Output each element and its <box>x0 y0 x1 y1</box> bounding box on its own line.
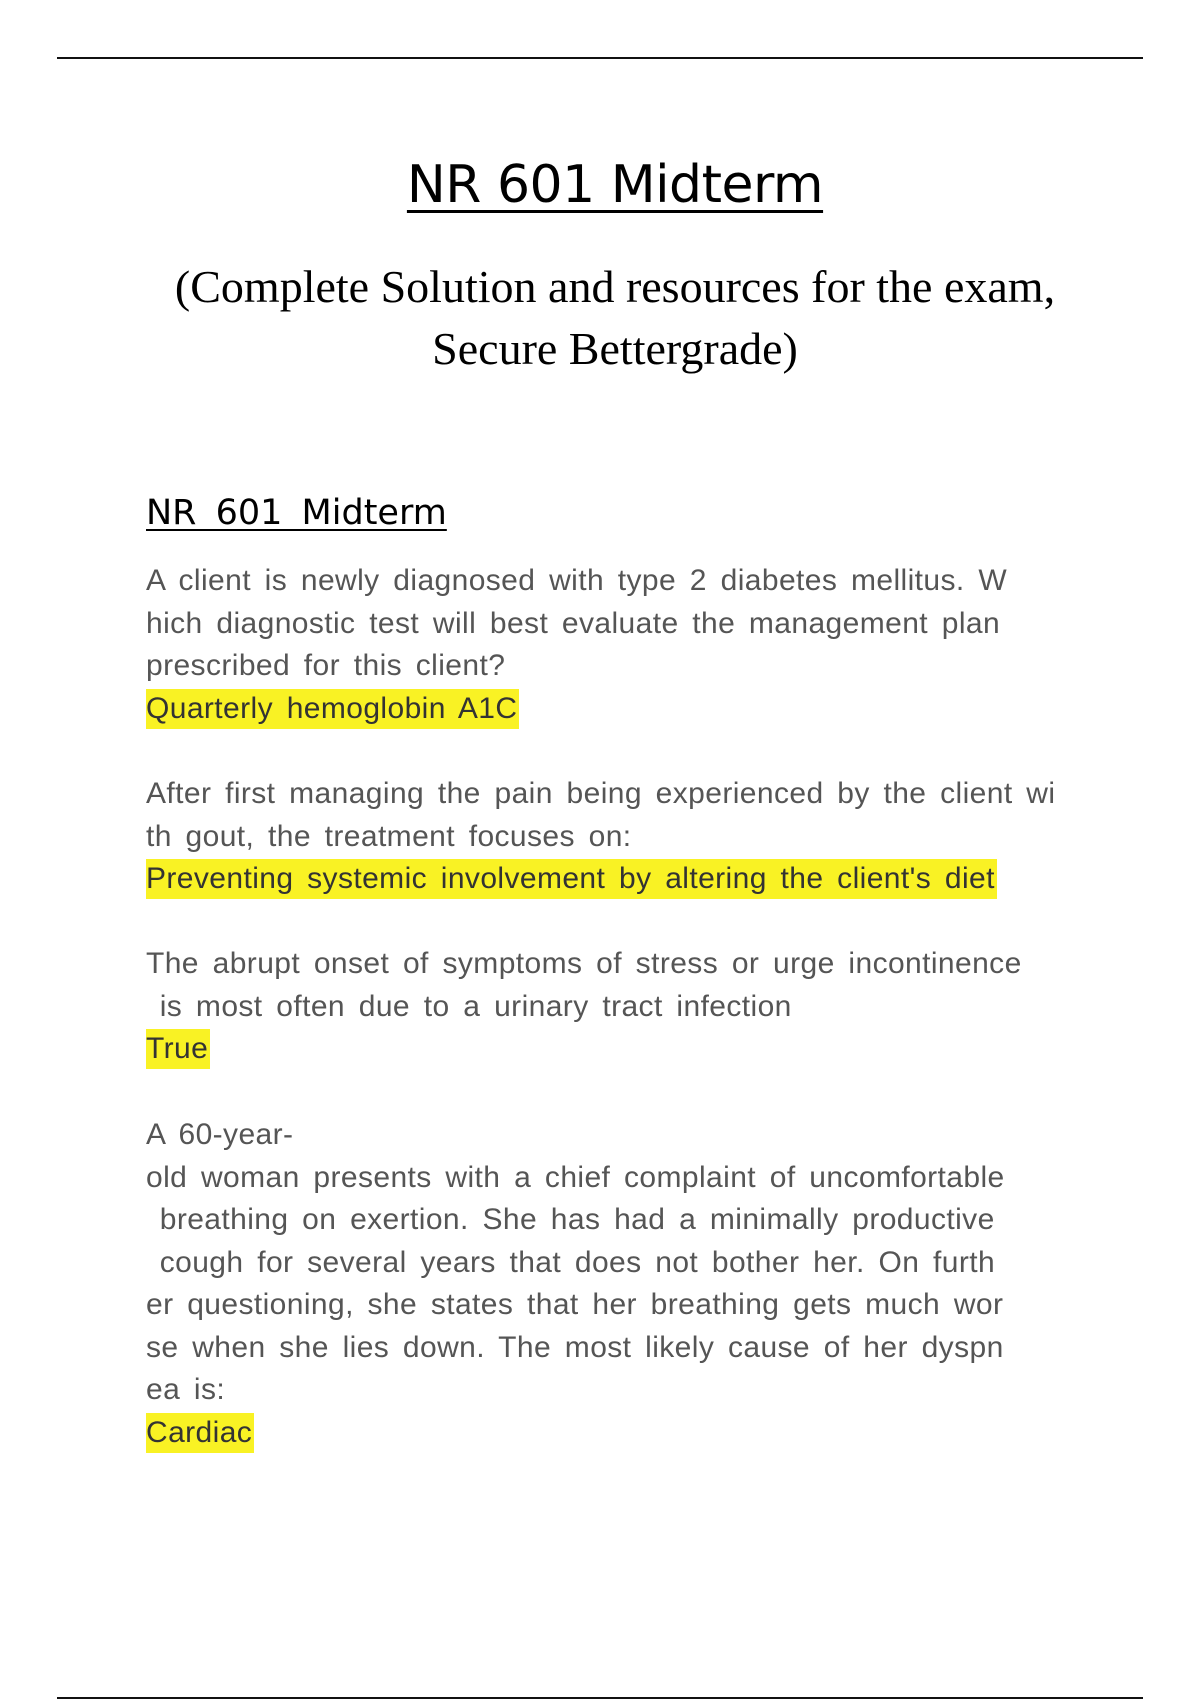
answer-highlight: Cardiac <box>146 1413 254 1453</box>
answer-highlight: Preventing systemic involvement by altering the client's diet <box>146 859 997 899</box>
question-block <box>146 773 1146 901</box>
document-title-text: NR 601 Midterm <box>406 155 824 215</box>
subtitle-line-2: Secure Bettergrade) <box>432 323 798 374</box>
document-title <box>0 152 1200 218</box>
bottom-rule <box>57 1697 1143 1699</box>
top-rule <box>57 57 1143 59</box>
question-block <box>146 560 1146 730</box>
subtitle-line-1: (Complete Solution and resources for the exam, <box>174 261 1056 312</box>
section-heading: NR 601 Midterm <box>146 493 447 533</box>
question-text: A client is newly diagnosed with type 2 diabetes mellitus. W hich diagnostic test will best evaluate the management plan prescribed for this client? <box>146 564 1008 682</box>
answer-highlight: True <box>146 1029 210 1069</box>
document-subtitle <box>60 256 1170 380</box>
question-block <box>146 1114 1146 1454</box>
question-block <box>146 943 1146 1071</box>
question-text: A 60-year- old woman presents with a chief complaint of uncomfortable breathing on exertion. She has had a minimally productive cough for several years that does not bother her. On furth er questioning, she states that her breathing gets much wor se when she lies down. The most likely cause of her dyspn ea is: <box>146 1118 1005 1406</box>
question-text: After first managing the pain being experienced by the client wi th gout, the treatment focuses on: <box>146 777 1056 853</box>
answer-highlight: Quarterly hemoglobin A1C <box>146 689 519 729</box>
question-text: The abrupt onset of symptoms of stress or urge incontinence is most often due to a urinary tract infection <box>146 947 1022 1023</box>
